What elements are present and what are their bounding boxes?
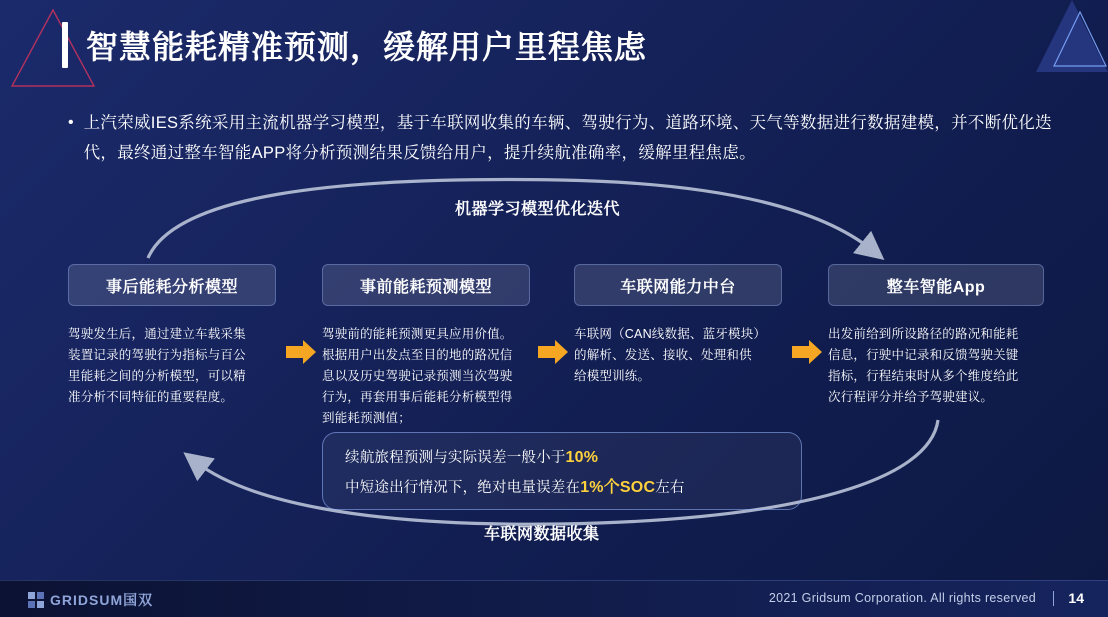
flow-step-2-heading: 事前能耗预测模型 xyxy=(322,264,530,306)
highlight-line-2-pre: 中短途出行情况下，绝对电量误差在 xyxy=(345,480,581,496)
bullet-marker: • xyxy=(68,114,74,131)
footer-divider xyxy=(1053,591,1054,606)
flow-step-1-body: 驾驶发生后，通过建立车载采集装置记录的驾驶行为指标与百公里能耗之间的分析模型，可以精准分析不同特征的重要程度。 xyxy=(68,327,246,404)
highlight-line-2 xyxy=(345,474,685,497)
highlight-line-1 xyxy=(345,446,598,467)
flow-step-3-body: 车联网（CAN线数据、蓝牙模块）的解析、发送、接收、处理和供给模型训练。 xyxy=(574,327,760,383)
orange-arrow-icon xyxy=(792,340,822,364)
brand-logo-text: GRIDSUM国双 xyxy=(50,592,154,608)
highlight-line-1-value: 10% xyxy=(565,449,599,466)
flow-step-4-heading: 整车智能App xyxy=(828,264,1044,306)
loop-label-top: 机器学习模型优化迭代 xyxy=(455,201,621,218)
highlight-line-2-post: 左右 xyxy=(655,480,685,496)
orange-arrow-icon xyxy=(538,340,568,364)
brand-logo xyxy=(28,590,153,610)
bullet-text: 上汽荣威IES系统采用主流机器学习模型，基于车联网收集的车辆、驾驶行为、道路环境、天气等数据进行数据建模，并不断优化迭代，最终通过整车智能APP将分析预测结果反馈给用户，提升续航准确率，缓解里程焦虑。 xyxy=(83,114,1052,162)
loop-label-bottom: 车联网数据收集 xyxy=(484,526,600,543)
flow-step-3-heading: 车联网能力中台 xyxy=(574,264,782,306)
flow-step-3 xyxy=(574,264,782,387)
flow-step-1 xyxy=(68,264,276,408)
flow-step-2 xyxy=(322,264,530,429)
footer-bar xyxy=(0,580,1108,617)
flow-step-1-heading: 事后能耗分析模型 xyxy=(68,264,276,306)
flow-step-4-body: 出发前给到所设路径的路况和能耗信息，行驶中记录和反馈驾驶关键指标，行程结束时从多个维度给此次行程评分并给予驾驶建议。 xyxy=(828,327,1019,404)
highlight-callout xyxy=(322,432,802,510)
flow-step-2-body: 驾驶前的能耗预测更具应用价值。根据用户出发点至目的地的路况信息以及历史驾驶记录预测当次驾驶行为，再套用事后能耗分析模型得到能耗预测值； xyxy=(322,327,513,425)
title-text: 智慧能耗精准预测，缓解用户里程焦虑 xyxy=(86,29,648,65)
highlight-line-1-pre: 续航旅程预测与实际误差一般小于 xyxy=(345,450,566,466)
logo-mark-icon xyxy=(28,592,44,608)
flow-step-4 xyxy=(828,264,1044,408)
copyright-text: 2021 Gridsum Corporation. All rights reserved xyxy=(768,591,1036,605)
orange-arrow-icon xyxy=(286,340,316,364)
page-number: 14 xyxy=(1068,590,1084,606)
highlight-line-2-value: 1%个SOC xyxy=(580,479,656,496)
